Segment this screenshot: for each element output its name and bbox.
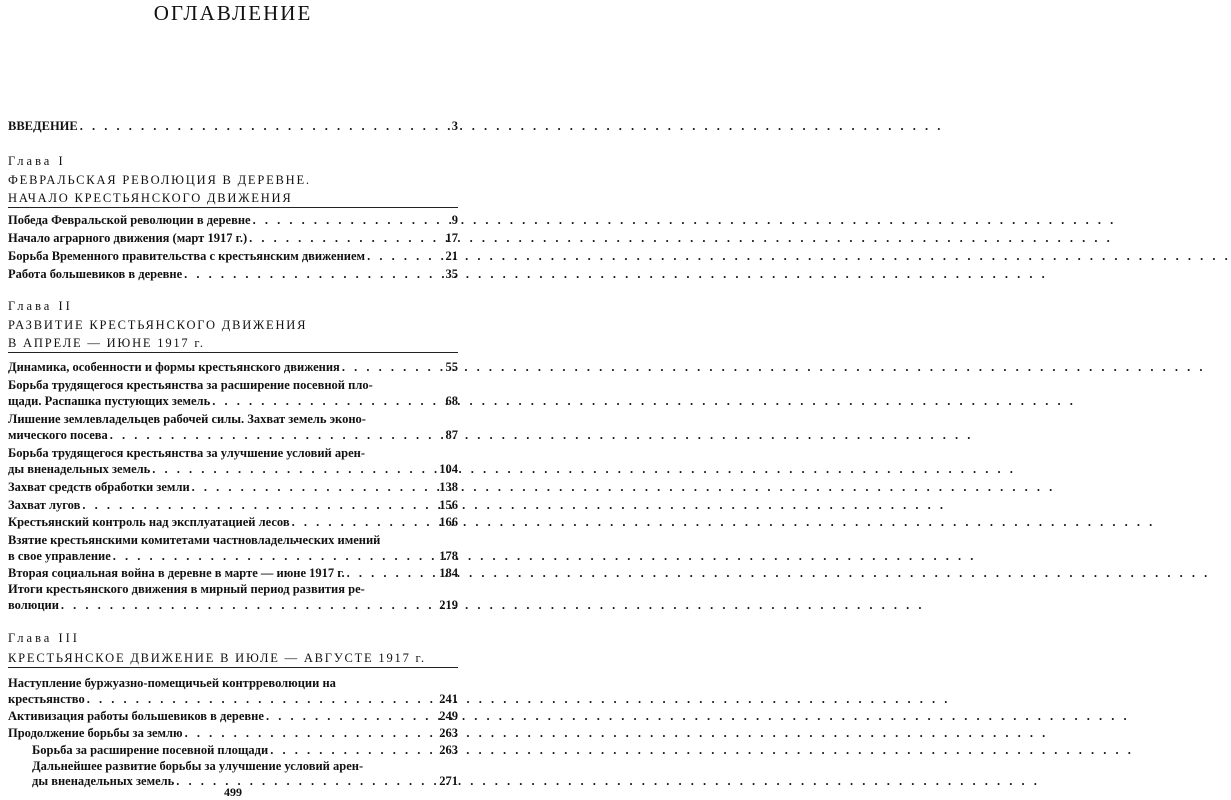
chapter-label: Глава I <box>8 154 66 168</box>
toc-entry-title: ды вненадельных земель <box>32 774 175 788</box>
toc-entry[interactable] <box>8 548 458 564</box>
toc-entry-page: 35 <box>445 267 458 281</box>
toc-entry-page: 68 <box>445 394 458 408</box>
toc-entry-title: Борьба за расширение посевной площади <box>32 743 269 757</box>
toc-entry-page: 17 <box>445 231 458 245</box>
page-number: 499 <box>224 785 242 799</box>
toc-entry[interactable] <box>8 597 458 613</box>
toc-entry-title: в свое управление <box>8 549 111 563</box>
toc-entry-page: 263 <box>439 743 458 757</box>
chapter-label: Глава III <box>8 631 80 645</box>
toc-entry-page: 249 <box>439 709 458 723</box>
toc-entry-line[interactable]: Лишение землевладельцев рабочей силы. Захват земель эконо- <box>8 412 366 426</box>
toc-entry-title: Борьба Временного правительства с крестьянским движением <box>8 249 366 263</box>
divider <box>8 352 458 353</box>
dot-leader <box>268 742 437 758</box>
divider <box>8 207 458 208</box>
chapter-title: РАЗВИТИЕ КРЕСТЬЯНСКОГО ДВИЖЕНИЯ <box>8 318 308 332</box>
toc-entry-title: Активизация работы большевиков в деревне <box>8 709 264 723</box>
toc-entry-line[interactable]: Борьба трудящегося крестьянства за улучшение условий арен- <box>8 446 366 460</box>
toc-entry[interactable] <box>8 266 458 282</box>
toc-entry-page: 241 <box>439 692 458 706</box>
toc-entry-line[interactable]: Взятие крестьянскими комитетами частновладельческих имений <box>8 533 381 547</box>
dot-leader <box>80 497 437 513</box>
dot-leader <box>85 691 438 707</box>
toc-entry-page: 156 <box>439 498 458 512</box>
toc-entry-title: мического посева <box>8 428 108 442</box>
dot-leader <box>182 266 443 282</box>
toc-entry-title: крестьянство <box>8 692 85 706</box>
toc-entry[interactable] <box>8 248 458 264</box>
toc-entry[interactable] <box>8 479 458 495</box>
toc-entry-page: 3 <box>451 119 458 133</box>
chapter-title: НАЧАЛО КРЕСТЬЯНСКОГО ДВИЖЕНИЯ <box>8 191 293 205</box>
toc-entry-page: 184 <box>439 566 458 580</box>
divider <box>8 667 458 668</box>
toc-entry-line[interactable]: Итоги крестьянского движения в мирный период развития ре- <box>8 582 365 596</box>
toc-entry[interactable] <box>8 497 458 513</box>
dot-leader <box>78 118 450 134</box>
toc-entry-introduction[interactable] <box>8 118 458 134</box>
toc-entry[interactable] <box>8 691 458 707</box>
toc-entry-title: Продолжение борьбы за землю <box>8 726 183 740</box>
toc-entry[interactable] <box>8 393 458 409</box>
toc-entry-title: Победа Февральской революции в деревне <box>8 213 251 227</box>
dot-leader <box>251 212 450 228</box>
dot-leader <box>264 708 437 724</box>
toc-entry-title: Захват средств обработки земли <box>8 480 190 494</box>
toc-entry[interactable] <box>32 742 458 758</box>
toc-entry-page: 21 <box>445 249 458 263</box>
toc-entry-title: Вторая социальная война в деревне в марте — июне 1917 г. <box>8 566 345 580</box>
dot-leader <box>345 565 438 581</box>
chapter-title: В АПРЕЛЕ — ИЮНЕ 1917 г. <box>8 336 205 350</box>
dot-leader <box>340 359 444 375</box>
toc-entry-title: Начало аграрного движения (март 1917 г.) <box>8 231 248 245</box>
toc-entry-title: Захват лугов <box>8 498 81 512</box>
toc-entry-line[interactable]: Дальнейшее развитие борьбы за улучшение условий арен- <box>32 759 364 773</box>
toc-entry-page: 263 <box>439 726 458 740</box>
toc-entry[interactable] <box>8 427 458 443</box>
toc-entry-page: 178 <box>439 549 458 563</box>
toc-entry-page: 9 <box>451 213 458 227</box>
page-title: ОГЛАВЛЕНИЕ <box>153 1 313 25</box>
toc-entry[interactable] <box>8 212 458 228</box>
toc-entry-title: Динамика, особенности и формы крестьянского движения <box>8 360 340 374</box>
toc-entry[interactable] <box>8 514 458 530</box>
dot-leader <box>290 514 438 530</box>
toc-entry-title: Крестьянский контроль над эксплуатацией лесов <box>8 515 290 529</box>
dot-leader <box>190 479 438 495</box>
dot-leader <box>183 725 438 741</box>
toc-entry-page: 138 <box>439 480 458 494</box>
toc-entry[interactable] <box>8 708 458 724</box>
toc-entry-title: Работа большевиков в деревне <box>8 267 183 281</box>
toc-entry-title: щади. Распашка пустующих земель <box>8 394 211 408</box>
dot-leader <box>108 427 444 443</box>
toc-entry-page: 104 <box>439 462 458 476</box>
toc-entry-page: 166 <box>439 515 458 529</box>
chapter-title: ФЕВРАЛЬСКАЯ РЕВОЛЮЦИЯ В ДЕРЕВНЕ. <box>8 173 311 187</box>
toc-entry-page: 219 <box>439 598 458 612</box>
toc-entry[interactable] <box>8 230 458 246</box>
toc-entry-line[interactable]: Наступление буржуазно-помещичьей контрреволюции на <box>8 676 336 690</box>
dot-leader <box>365 248 443 264</box>
toc-entry-line[interactable]: Борьба трудящегося крестьянства за расширение посевной пло- <box>8 378 373 392</box>
toc-entry-title: ВВЕДЕНИЕ <box>8 119 78 133</box>
toc-entry-page: 271 <box>439 774 458 788</box>
toc-entry-title: волюции <box>8 598 59 612</box>
toc-entry[interactable] <box>8 565 458 581</box>
dot-leader <box>210 393 443 409</box>
toc-entry[interactable] <box>8 359 458 375</box>
dot-leader <box>247 230 443 246</box>
dot-leader <box>150 461 437 477</box>
dot-leader <box>111 548 437 564</box>
chapter-label: Глава II <box>8 299 73 313</box>
toc-entry-page: 87 <box>445 428 458 442</box>
toc-entry-page: 55 <box>445 360 458 374</box>
toc-entry[interactable] <box>8 461 458 477</box>
chapter-title: КРЕСТЬЯНСКОЕ ДВИЖЕНИЕ В ИЮЛЕ — АВГУСТЕ 1917 г. <box>8 651 426 665</box>
toc-entry[interactable] <box>8 725 458 741</box>
dot-leader <box>59 597 437 613</box>
toc-entry-title: ды вненадельных земель <box>8 462 151 476</box>
